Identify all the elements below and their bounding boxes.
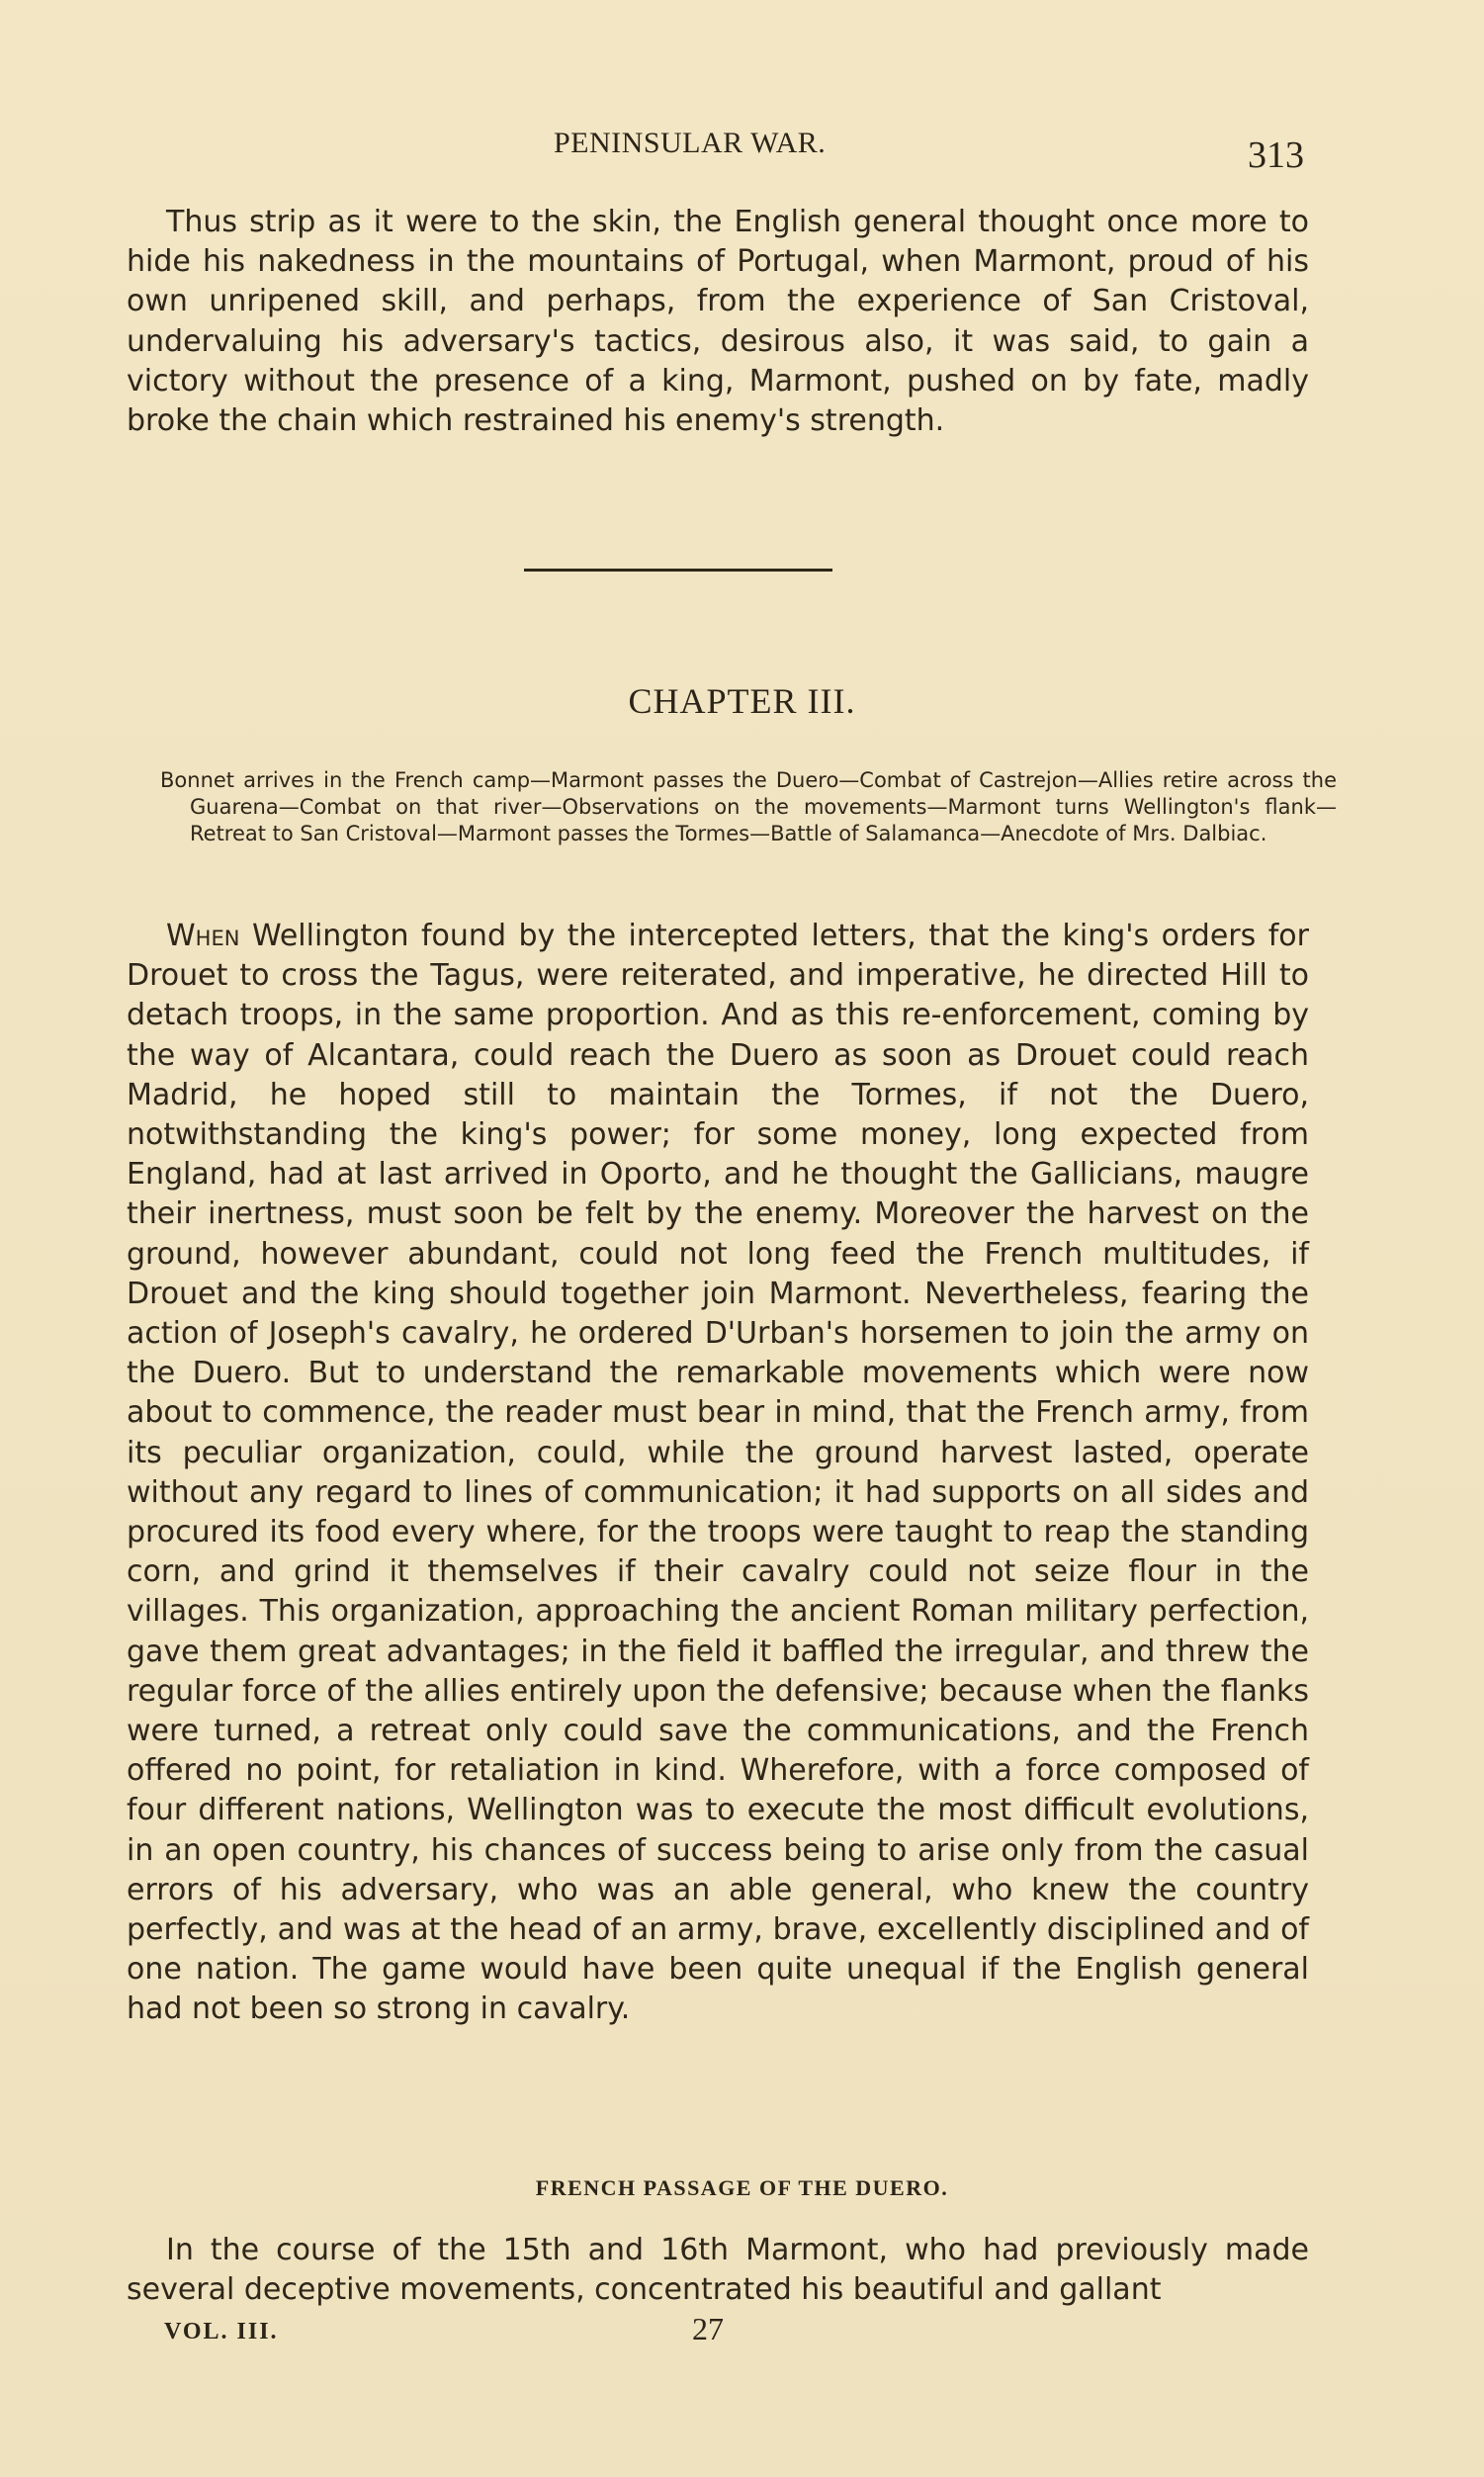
paragraph-3: In the course of the 15th and 16th Marmont, who had previously made several deceptive movements, concentrated his beautiful and gallant: [127, 2233, 1309, 2308]
paragraph-2-text: Wellington found by the intercepted letters, that the king's orders for Drouet to cross the Tagus, were reiterated, and imperative, he directed Hill to detach troops, in the same proportion. And as this re-enforcement, coming by the way of Alcantara, could reach the Duero as soon as Drouet could reach Madrid, he hoped still to maintain the Tormes, if not the Duero, notwithstanding the king's power; for some money, long expected from England, had at last arrived in Oporto, and he thought the Gallicians, maugre their inertness, must soon be felt by the enemy. Moreover the harvest on the ground, however abundant, could not long feed the French multitudes, if Drouet and the king should together join Marmont. Nevertheless, fearing the action of Joseph's cavalry, he ordered D'Urban's horsemen to join the army on the Duero. But to understand the remarkable movements which were now about to commence, the reader must bear in mind, that the French army, from its peculiar organization, could, while the ground harvest lasted, operate without any regard to lines of communication; it had supports on all sides and procured its food every where, for the troops were taught to reap the standing corn, and grind it themselves if their cavalry could not seize flour in the villages. This organization, approaching the ancient Roman military perfection, gave them great advantages; in the field it baffled the irregular, and threw the regular force of the allies entirely upon the defensive; because when the flanks were turned, a retreat only could save the communications, and the French offered no point, for retaliation in kind. Wherefore, with a force composed of four different nations, Wellington was to execute the most difficult evolutions, in an open country, his chances of success being to arise only from the casual errors of his adversary, who was an able general, who knew the country perfectly, and was at the head of an army, brave, excellently disciplined and of one nation. The game would have been quite unequal if the English general had not been so strong in cavalry.: [127, 919, 1309, 2027]
paragraph-1: Thus strip as it were to the skin, the English general thought once more to hide his nakedness in the mountains of Portugal, when Marmont, proud of his own unripened skill, and perhaps, from the experience of San Cristoval, undervaluing his adversary's tactics, desirous also, it was said, to gain a victory without the presence of a king, Marmont, pushed on by fate, madly broke the chain which restrained his enemy's strength.: [127, 205, 1309, 439]
paragraph-2-lead-word: When: [166, 919, 240, 953]
section-divider: [524, 569, 832, 572]
section-heading: FRENCH PASSAGE OF THE DUERO.: [535, 2175, 949, 2200]
paragraph-2: [127, 917, 1309, 2030]
signature-mark: 27: [692, 2311, 724, 2346]
volume-label: VOL. III.: [164, 2319, 279, 2344]
page-number: 313: [1248, 134, 1304, 176]
running-title: PENINSULAR WAR.: [554, 127, 827, 159]
chapter-title: CHAPTER III.: [628, 681, 856, 721]
chapter-summary: Bonnet arrives in the French camp—Marmont passes the Duero—Combat of Castrejon—Allies retire across the Guarena—Combat on that river—Observations on the movements—Marmont turns Wellington's flank—Retreat to San Cristoval—Marmont passes the Tormes—Battle of Salamanca—Anecdote of Mrs. Dalbiac.: [160, 768, 1337, 845]
